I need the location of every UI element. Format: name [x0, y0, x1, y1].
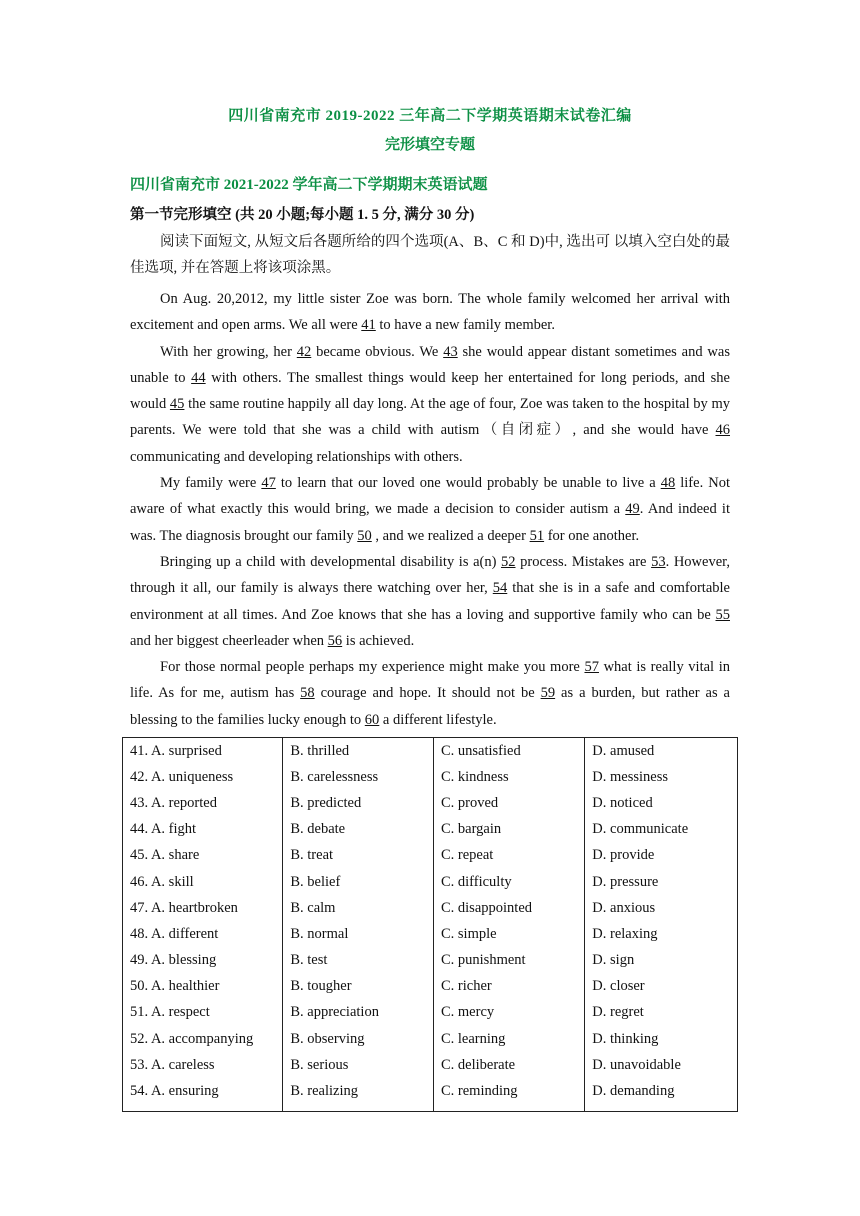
part-title: 第一节完形填空 (共 20 小题;每小题 1. 5 分, 满分 30 分) — [130, 207, 475, 223]
passage-text: On Aug. 20,2012, my little sister Zoe was born. The whole family welcomed her arrival with excitement and open arms. We all were — [130, 291, 730, 334]
passage-text: communicating and developing relationships with others. — [130, 448, 463, 465]
option-cell: B. tougher — [283, 974, 434, 1000]
passage-paragraph — [130, 470, 730, 549]
option-cell: B. debate — [283, 817, 434, 843]
option-cell: 43. A. reported — [123, 790, 283, 816]
option-cell: B. serious — [283, 1052, 434, 1078]
option-cell: 51. A. respect — [123, 1000, 283, 1026]
option-cell: C. kindness — [433, 764, 584, 790]
blank-number: 42 — [296, 343, 312, 360]
option-cell: D. messiness — [585, 764, 738, 790]
option-row — [123, 790, 738, 816]
passage-paragraph — [130, 549, 730, 654]
option-cell: 52. A. accompanying — [123, 1026, 283, 1052]
passage-paragraph — [130, 654, 730, 733]
option-cell: 45. A. share — [123, 843, 283, 869]
option-cell: D. demanding — [585, 1078, 738, 1111]
option-cell: 49. A. blessing — [123, 948, 283, 974]
blank-number: 50 — [357, 527, 372, 544]
option-row — [123, 738, 738, 765]
option-cell: 46. A. skill — [123, 869, 283, 895]
passage-text: My family were — [160, 475, 262, 492]
option-cell: C. learning — [433, 1026, 584, 1052]
option-row — [123, 921, 738, 947]
option-cell: C. disappointed — [433, 895, 584, 921]
option-row — [123, 764, 738, 790]
option-cell: C. punishment — [433, 948, 584, 974]
option-cell: B. thrilled — [283, 738, 434, 765]
passage-text: process. Mistakes are — [515, 553, 652, 570]
options-table — [122, 737, 738, 1112]
option-cell: C. deliberate — [433, 1052, 584, 1078]
blank-number: 52 — [501, 553, 516, 570]
option-cell: B. normal — [283, 921, 434, 947]
option-cell: C. repeat — [433, 843, 584, 869]
passage-text: is achieved. — [342, 632, 415, 649]
blank-number: 55 — [715, 606, 730, 623]
cloze-passage — [130, 286, 730, 733]
passage-text: she would appear distant sometimes and was unable to — [130, 343, 730, 386]
passage-text: For those normal people perhaps my experience might make you more — [160, 659, 585, 676]
option-cell: C. simple — [433, 921, 584, 947]
blank-number: 56 — [327, 632, 343, 649]
option-row — [123, 948, 738, 974]
option-cell: B. realizing — [283, 1078, 434, 1111]
instructions-text: 阅读下面短文, 从短文后各题所给的四个选项(A、B、C 和 D)中, 选出可 以填入空白处的最佳选项, 并在答题上将该项涂黑。 — [130, 234, 730, 277]
option-row — [123, 843, 738, 869]
option-cell: C. mercy — [433, 1000, 584, 1026]
passage-text: . And indeed it was. The diagnosis brought our family — [130, 501, 730, 544]
option-cell: B. treat — [283, 843, 434, 869]
option-cell: 42. A. uniqueness — [123, 764, 283, 790]
document-subtitle: 完形填空专题 — [384, 137, 475, 153]
blank-number: 60 — [364, 711, 380, 728]
option-cell: B. appreciation — [283, 1000, 434, 1026]
blank-number: 58 — [300, 685, 315, 702]
option-cell: 50. A. healthier — [123, 974, 283, 1000]
passage-text: for one another. — [544, 527, 640, 544]
blank-number: 44 — [191, 369, 206, 386]
option-cell: D. pressure — [585, 869, 738, 895]
blank-number: 59 — [540, 685, 556, 702]
passage-text: with others. The smallest things would keep her entertained for long periods, and she would — [130, 369, 730, 413]
option-cell: C. bargain — [433, 817, 584, 843]
option-cell: D. sign — [585, 948, 738, 974]
blank-number: 45 — [169, 396, 185, 413]
option-cell: D. communicate — [585, 817, 738, 843]
option-cell: 44. A. fight — [123, 817, 283, 843]
option-cell: B. test — [283, 948, 434, 974]
passage-paragraph — [130, 339, 730, 470]
passage-text: to learn that our loved one would probably be unable to live a — [275, 475, 661, 492]
option-row — [123, 974, 738, 1000]
option-row — [123, 869, 738, 895]
option-row — [123, 1026, 738, 1052]
passage-text: that she is in a safe and comfortable environment at all times. And Zoe knows that she has a loving and supportive family who can be — [130, 580, 730, 623]
passage-text: and her biggest cheerleader when — [130, 632, 328, 649]
passage-text: as a burden, but rather as a blessing to the families lucky enough to — [130, 685, 730, 728]
section-title: 四川省南充市 2021-2022 学年高二下学期期末英语试题 — [130, 177, 488, 193]
blank-number: 53 — [651, 553, 666, 570]
passage-text: what is really vital in life. As for me, autism has — [130, 659, 730, 702]
option-row — [123, 1000, 738, 1026]
option-cell: B. predicted — [283, 790, 434, 816]
passage-text: to have a new family member. — [375, 317, 555, 334]
option-cell: B. carelessness — [283, 764, 434, 790]
passage-text: . However, through it all, our family is always there watching over her, — [130, 553, 731, 597]
option-cell: D. thinking — [585, 1026, 738, 1052]
option-cell: B. calm — [283, 895, 434, 921]
option-cell: B. observing — [283, 1026, 434, 1052]
passage-text: , and we realized a deeper — [371, 527, 530, 544]
passage-text: became obvious. We — [311, 343, 444, 360]
option-row — [123, 895, 738, 921]
blank-number: 41 — [361, 317, 376, 334]
blank-number: 47 — [261, 475, 276, 492]
option-cell: D. anxious — [585, 895, 738, 921]
option-cell: D. regret — [585, 1000, 738, 1026]
option-cell: D. provide — [585, 843, 738, 869]
option-cell: D. closer — [585, 974, 738, 1000]
option-cell: 53. A. careless — [123, 1052, 283, 1078]
option-cell: C. richer — [433, 974, 584, 1000]
blank-number: 49 — [625, 501, 640, 518]
option-cell: C. proved — [433, 790, 584, 816]
blank-number: 46 — [715, 422, 730, 439]
option-row — [123, 1078, 738, 1111]
blank-number: 57 — [584, 659, 599, 676]
option-cell: C. unsatisfied — [433, 738, 584, 765]
option-row — [123, 1052, 738, 1078]
option-cell: D. amused — [585, 738, 738, 765]
option-cell: 41. A. surprised — [123, 738, 283, 765]
passage-text: Bringing up a child with developmental disability is a(n) — [160, 553, 502, 570]
option-cell: 54. A. ensuring — [123, 1078, 283, 1111]
option-cell: C. reminding — [433, 1078, 584, 1111]
document-title: 四川省南充市 2019-2022 三年高二下学期英语期末试卷汇编 — [228, 108, 632, 124]
option-cell: B. belief — [283, 869, 434, 895]
passage-text: a different lifestyle. — [379, 711, 497, 728]
blank-number: 54 — [492, 580, 508, 597]
passage-text: life. Not aware of what exactly this would bring, we made a decision to consider autism a — [130, 475, 730, 518]
option-row — [123, 817, 738, 843]
option-cell: C. difficulty — [433, 869, 584, 895]
option-cell: D. unavoidable — [585, 1052, 738, 1078]
passage-text: With her growing, her — [160, 343, 297, 360]
passage-paragraph — [130, 286, 730, 339]
option-cell: 48. A. different — [123, 921, 283, 947]
blank-number: 48 — [660, 475, 676, 492]
blank-number: 43 — [443, 343, 458, 360]
passage-text: courage and hope. It should not be — [314, 685, 541, 702]
instructions — [130, 229, 730, 282]
option-cell: D. relaxing — [585, 921, 738, 947]
blank-number: 51 — [529, 527, 545, 544]
option-cell: D. noticed — [585, 790, 738, 816]
option-cell: 47. A. heartbroken — [123, 895, 283, 921]
passage-text: the same routine happily all day long. At the age of four, Zoe was taken to the hospital by my parents. We were told that she was a child with autism（自闭症）, and she would have — [130, 396, 730, 439]
